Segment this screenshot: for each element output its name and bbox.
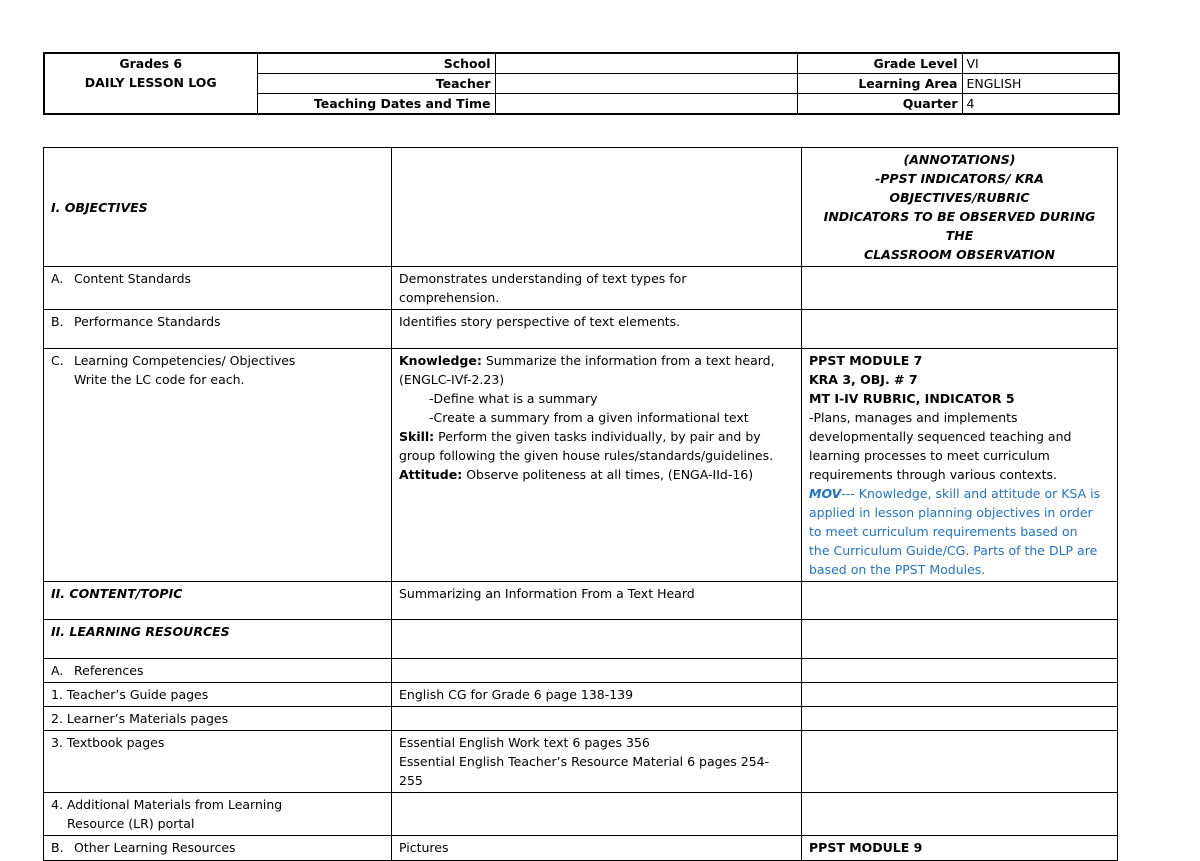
teachers-guide-row xyxy=(44,683,1118,707)
item-letter: B. xyxy=(51,314,64,329)
textbook-value[interactable] xyxy=(392,731,802,793)
other-resources-row xyxy=(44,836,1118,861)
log-title xyxy=(44,53,257,114)
content-standards-row xyxy=(44,267,1118,310)
annotations-title: (ANNOTATIONS) xyxy=(903,152,1016,167)
textbook-row xyxy=(44,731,1118,793)
grade-title: Grades 6 xyxy=(119,56,183,71)
other-resources-annotation[interactable]: PPST MODULE 9 xyxy=(802,836,1118,861)
additional-materials-row xyxy=(44,793,1118,836)
text-line: -Define what is a summary xyxy=(429,391,598,406)
textbook-label: 3. Textbook pages xyxy=(44,731,392,793)
item-letter: A. xyxy=(51,271,64,286)
references-value[interactable] xyxy=(392,659,802,683)
daily-lesson-log-title: DAILY LESSON LOG xyxy=(84,75,217,90)
annotations-line: -PPST INDICATORS/ KRA OBJECTIVES/RUBRIC xyxy=(875,171,1044,205)
annotations-line: INDICATORS TO BE OBSERVED DURING THE xyxy=(823,209,1096,243)
learning-area-label: Learning Area xyxy=(797,74,962,94)
text-line: group following the given house rules/standards/guidelines. xyxy=(399,448,774,463)
learners-materials-label: 2. Learner’s Materials pages xyxy=(44,707,392,731)
text-line: -Plans, manages and implements xyxy=(809,410,1018,425)
quarter-label: Quarter xyxy=(797,94,962,115)
text-line: --- Knowledge, skill and attitude or KSA is xyxy=(841,486,1101,501)
text-line: Perform the given tasks individually, by pair and by xyxy=(434,429,761,444)
content-standards-value[interactable] xyxy=(392,267,802,310)
textbook-annotation[interactable] xyxy=(802,731,1118,793)
text-line: Resource (LR) portal xyxy=(67,816,195,831)
performance-standards-label xyxy=(44,310,392,349)
quarter-field[interactable]: 4 xyxy=(962,94,1119,115)
text-line: developmentally sequenced teaching and xyxy=(809,429,1072,444)
attitude-label: Attitude: xyxy=(399,467,463,482)
objectives-content-cell[interactable] xyxy=(392,148,802,267)
item-label: Performance Standards xyxy=(74,314,221,329)
annotations-header xyxy=(802,148,1118,267)
learning-resources-heading: II. LEARNING RESOURCES xyxy=(44,620,392,659)
teaching-dates-label: Teaching Dates and Time xyxy=(257,94,495,115)
learning-area-field[interactable]: ENGLISH xyxy=(962,74,1119,94)
text-line: Observe politeness at all times, (ENGA-IId-16) xyxy=(462,467,754,482)
item-label: Learning Competencies/ Objectives xyxy=(74,353,296,368)
text-line: based on the PPST Modules. xyxy=(809,562,986,577)
learning-resources-row xyxy=(44,620,1118,659)
text-line: Essential English Teacher’s Resource Material 6 pages 254- xyxy=(399,754,770,769)
competencies-label xyxy=(44,349,392,582)
knowledge-label: Knowledge: xyxy=(399,353,482,368)
text-line: comprehension. xyxy=(399,290,500,305)
text-line: the Curriculum Guide/CG. Parts of the DLP are xyxy=(809,543,1098,558)
ppst-module-label: PPST MODULE 7 xyxy=(809,353,923,368)
additional-materials-value[interactable] xyxy=(392,793,802,836)
teacher-field[interactable] xyxy=(495,74,797,94)
annotations-line: CLASSROOM OBSERVATION xyxy=(864,247,1055,262)
text-line: learning processes to meet curriculum xyxy=(809,448,1050,463)
lesson-plan-table xyxy=(43,147,1118,861)
mov-label: MOV xyxy=(809,486,842,501)
skill-label: Skill: xyxy=(399,429,435,444)
objectives-heading: I. OBJECTIVES xyxy=(44,148,392,267)
school-label: School xyxy=(257,53,495,74)
mov-line xyxy=(809,484,1110,503)
performance-standards-annotation[interactable] xyxy=(802,310,1118,349)
references-label xyxy=(44,659,392,683)
item-label: Content Standards xyxy=(74,271,192,286)
other-resources-value[interactable]: Pictures xyxy=(392,836,802,861)
text-line: requirements through various contexts. xyxy=(809,467,1058,482)
competencies-row xyxy=(44,349,1118,582)
other-resources-label xyxy=(44,836,392,861)
kra-objective-label: KRA 3, OBJ. # 7 xyxy=(809,372,918,387)
text-line: Demonstrates understanding of text types for xyxy=(399,271,687,286)
references-annotation[interactable] xyxy=(802,659,1118,683)
additional-materials-label xyxy=(44,793,392,836)
objectives-row xyxy=(44,148,1118,267)
skill-line xyxy=(399,427,794,446)
item-letter: A. xyxy=(51,663,64,678)
learners-materials-annotation[interactable] xyxy=(802,707,1118,731)
content-topic-annotation[interactable] xyxy=(802,582,1118,620)
item-label: Other Learning Resources xyxy=(74,840,236,855)
text-line: -Create a summary from a given informational text xyxy=(429,410,749,425)
text-line: Essential English Work text 6 pages 356 xyxy=(399,735,650,750)
item-label: References xyxy=(74,663,144,678)
content-topic-value[interactable]: Summarizing an Information From a Text Heard xyxy=(392,582,802,620)
grade-level-label: Grade Level xyxy=(797,53,962,74)
teachers-guide-value[interactable]: English CG for Grade 6 page 138-139 xyxy=(392,683,802,707)
teacher-label: Teacher xyxy=(257,74,495,94)
text-line: 4. Additional Materials from Learning xyxy=(51,797,283,812)
content-standards-label xyxy=(44,267,392,310)
text-line: 255 xyxy=(399,773,423,788)
teachers-guide-annotation[interactable] xyxy=(802,683,1118,707)
item-letter: B. xyxy=(51,840,64,855)
text-line: applied in lesson planning objectives in order xyxy=(809,505,1093,520)
item-letter: C. xyxy=(51,353,64,368)
additional-materials-annotation[interactable] xyxy=(802,793,1118,836)
text-line: Summarize the information from a text heard, xyxy=(481,353,775,368)
learning-resources-value[interactable] xyxy=(392,620,802,659)
content-topic-heading: II. CONTENT/TOPIC xyxy=(44,582,392,620)
text-line: (ENGLC-IVf-2.23) xyxy=(399,372,505,387)
teachers-guide-label: 1. Teacher’s Guide pages xyxy=(44,683,392,707)
attitude-line xyxy=(399,465,794,484)
performance-standards-value[interactable]: Identifies story perspective of text elements. xyxy=(392,310,802,349)
teaching-dates-field[interactable] xyxy=(495,94,797,115)
competencies-annotation[interactable] xyxy=(802,349,1118,582)
competencies-note: Write the LC code for each. xyxy=(74,372,245,387)
text-line: to meet curriculum requirements based on xyxy=(809,524,1078,539)
content-standards-annotation[interactable] xyxy=(802,267,1118,310)
grade-level-field[interactable]: VI xyxy=(962,53,1119,74)
rubric-indicator-label: MT I-IV RUBRIC, INDICATOR 5 xyxy=(809,391,1015,406)
learners-materials-value[interactable] xyxy=(392,707,802,731)
header-table xyxy=(43,52,1120,115)
performance-standards-row xyxy=(44,310,1118,349)
school-field[interactable] xyxy=(495,53,797,74)
learners-materials-row xyxy=(44,707,1118,731)
learning-resources-annotation[interactable] xyxy=(802,620,1118,659)
content-topic-row xyxy=(44,582,1118,620)
knowledge-line xyxy=(399,351,794,370)
competencies-value[interactable] xyxy=(392,349,802,582)
references-row xyxy=(44,659,1118,683)
